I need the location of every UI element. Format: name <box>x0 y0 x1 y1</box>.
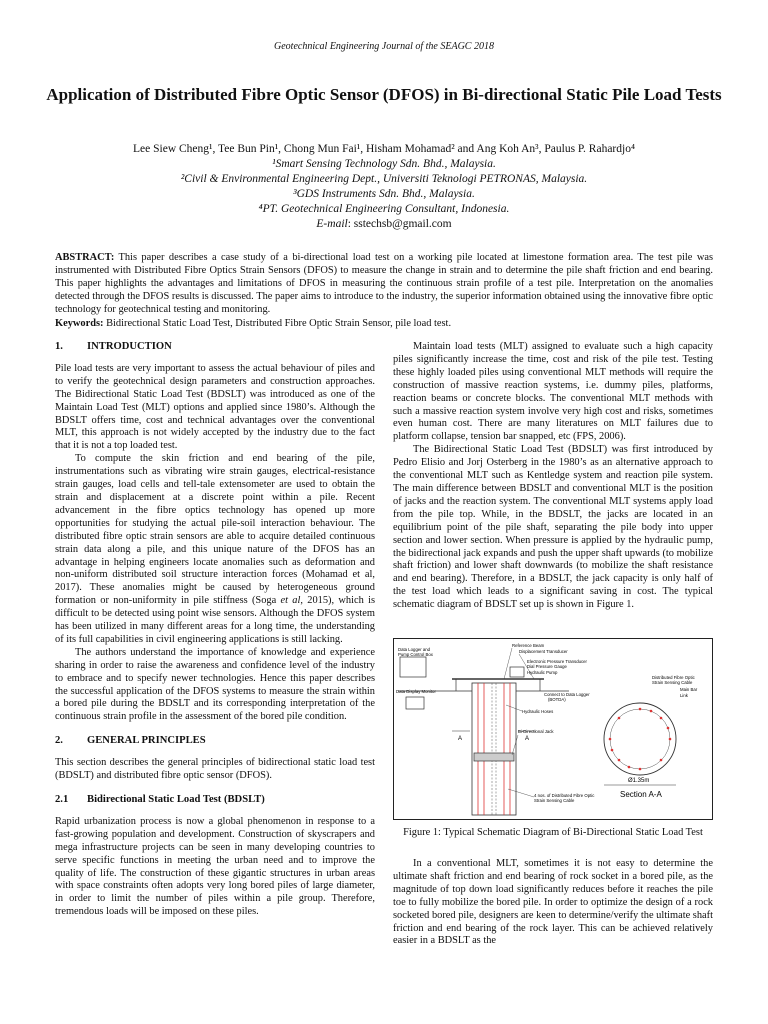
label-reference-beam: Reference Beam <box>512 643 545 648</box>
section-marker-left: A <box>458 736 463 742</box>
section-2-heading: 2. GENERAL PRINCIPLES <box>55 735 206 747</box>
right-column-bottom <box>393 858 713 948</box>
affiliation-1: ¹Smart Sensing Technology Sdn. Bhd., Malaysia. <box>272 158 496 170</box>
author-email <box>40 217 728 232</box>
author-list: Lee Siew Cheng¹, Tee Bun Pin¹, Chong Mun Fai¹, Hisham Mohamad² and Ang Koh An³, Paulus P. Rahardjo⁴ <box>133 143 635 155</box>
label-section: Section A-A <box>620 790 662 799</box>
affiliation-4: ⁴PT. Geotechnical Engineering Consultant, Indonesia. <box>258 203 510 215</box>
figure-1-caption: Figure 1: Typical Schematic Diagram of Bi-Directional Static Load Test <box>403 827 703 838</box>
label-main-bar: Main Bar <box>680 687 698 692</box>
data-logger-box <box>400 657 426 677</box>
abstract-label: ABSTRACT: <box>55 252 115 263</box>
left-column <box>55 341 375 919</box>
bi-directional-jack <box>474 753 514 761</box>
bdslt-paragraph: Rapid urbanization process is now a global phenomenon in response to a fast-growing population and development. Construction of skyscrapers and mega infrastructure projects can be seen in many developing countries to serve specific functions in meeting the urban need and to improve the quality of life. The construction of these gigantic structures in urban areas with space constraints often adopts very long bored piles of large diameter, in order to limit the number of piles within a pile group. Therefore, tremendous loads will be imposed on these piles. <box>55 815 375 918</box>
paper-title: Application of Distributed Fibre Optic Sensor (DFOS) in Bi-directional Static Pile Load Tests <box>46 85 722 104</box>
label-dfos-2: Strain Sensing Cable <box>652 680 693 685</box>
figure-1 <box>393 638 713 820</box>
label-link: Link <box>680 693 688 698</box>
intro-paragraph-1: Pile load tests are very important to assess the actual behaviour of piles and to verify the geotechnical design parameters and construction approaches. The Bidirectional Static Load Test (BDSLT) was introduced as one of the Maintain Load Test (MLT) options and applied since 1980’s. Although the BDSLT offers time, cost and technical advantages over the conventional MLT, this approach is not widely accepted by the industry due to the fact that it is not a top loaded test. <box>55 362 375 452</box>
principles-paragraph: This section describes the general principles of bidirectional static load test (BDSLT) and distributed fibre optic sensor (DFOS). <box>55 757 375 782</box>
section-marker-right: A <box>525 736 530 742</box>
journal-header: Geotechnical Engineering Journal of the SEAGC 2018 <box>274 41 494 52</box>
mlt-paragraph: Maintain load tests (MLT) assigned to evaluate such a high capacity piles significantly increase the time, cost and risk of the pile test. Testing these highly loaded piles using conventional MLT methods will require the construction of massive reaction systems, i.e. dummy piles, platforms, reaction beams or concrete blocks. The conventional MLT methods with such a massive reaction system involve very high cost and risks, sometimes even human cost. There are many literatures on MLT failures due to platform collapse, tension bar snapped, etc (FPS, 2006). <box>393 341 713 443</box>
bdslt-schematic <box>394 639 712 819</box>
hydraulic-pump <box>510 667 524 677</box>
email-address: : sstechsb@gmail.com <box>347 218 452 230</box>
affiliation-3: ³GDS Instruments Sdn. Bhd., Malaysia. <box>293 188 475 200</box>
conventional-mlt-paragraph: In a conventional MLT, sometimes it is not easy to determine the ultimate shaft friction and end bearing of rock socket in a bored pile, as the magnitude of top down load significantly reduces before it reaches the pile toe to fully mobilize the bored pile. In order to optimize the design of a rock socketed bored pile, designers are keen to determine/verify the ultimate shaft friction and end bearing of the rock layer. This can be achieved relatively easier in a BDSLT as the <box>393 858 713 947</box>
label-diameter: Ø1.35m <box>628 778 650 784</box>
intro-paragraph-2: To compute the skin friction and end bearing of the pile, instrumentations such as vibrating wire strain gauges, electrical-resistance strain gauges, load cells and tell-tale extensometer are used to obtain the strain and displacement at a discrete point within a pile. Recent advancement in the fibre optics technology has opened up more opportunities for studying the actual pile-soil interaction behaviour. The distributed fibre optic strain sensors are able to acquire detailed continuous strain data along a pile, and this unique nature of the DFOS has an advantage in helping engineers locate anomalies such as deformation and non-uniform distributed soil structure interaction forces (Mohamad et al, 2017). These anomalies might be caused by heterogeneous ground formation or non-uniformity in pile stiffness (Soga et al, 2015), which is difficult to be detected using point wise sensors. Although the DFOS system has been utilized in many different areas for a long time, the understanding of its full capabilities in civil engineering applications is still lacking. <box>55 453 375 645</box>
label-dial-gauge: Dial Pressure Gauge <box>527 664 567 669</box>
affiliation-2: ²Civil & Environmental Engineering Dept., Universiti Teknologi PETRONAS, Malaysia. <box>180 173 588 185</box>
label-data-logger: Data Logger and <box>398 647 431 652</box>
author-block <box>40 142 728 232</box>
label-dfos-1: Distributed Fibre Optic <box>652 675 695 680</box>
label-hydraulic-pump: Hydraulic Pump <box>527 670 558 675</box>
section-2-1-heading: 2.1 Bidirectional Static Load Test (BDSLT) <box>55 794 265 805</box>
label-cable-2: Strain Sensing Cable <box>534 798 575 803</box>
abstract <box>55 252 713 317</box>
pile-shaft <box>472 683 516 815</box>
bdslt-history-paragraph: The Bidirectional Static Load Test (BDSLT) was first introduced by Pedro Elisio and Jorj Osterberg in the 1980’s as an alternative approach to the conventional MLT such as Kentledge system and reaction pile system. The main difference between BDSLT and conventional MLT is the position of jacks and the reaction system. The conventional MLT systems apply load from the pile top. While, in the BDSLT, the jacks are located in an equilibrium point of the pile shaft, separating the pile body into upper section and lower section. When pressure is applied by the hydraulic pump, the bidirectional jack expands and push the upper shaft upwards (to mobilize shaft friction) and lower shaft downwards (to mobilize the shaft resistance and end bearing). Therefore, in a BDSLT, the jack capacity is only half of the test load which leads to a significant saving in cost. The typical schematic diagram of BDSLT set up is shown in Figure 1. <box>393 444 713 611</box>
label-displacement-transducer: Displacement Transducer <box>519 649 568 654</box>
email-label: E-mail <box>316 218 348 230</box>
label-hydraulic-hoses: Hydraulic Hoses <box>522 709 554 714</box>
right-column-top <box>393 341 713 612</box>
label-jack: Bi-Directional Jack <box>518 729 554 734</box>
data-display-monitor <box>406 697 424 709</box>
section-1-heading: 1. INTRODUCTION <box>55 341 172 352</box>
label-pressure-transducer: Electronic Pressure Transducer <box>527 659 587 664</box>
label-botda: (BOTDA) <box>548 697 566 702</box>
abstract-text: This paper describes a case study of a bi-directional load test on a working pile located at limestone formation area. The test pile was instrumented with Distributed Fibre Optics Strain Sensors (DFOS) to measure the change in strain and to determine the pile shaft friction and end bearing. This paper highlights the advantages and limitations of DFOS in measuring the continuous strain profile of a test pile. Interpretation on the anomalies detected through the DFOS results is discussed. The paper aims to introduce to the industry, the superior information obtained using the innovative fibre optic technology for geotechnical testing and monitoring. <box>55 252 713 315</box>
intro-paragraph-3: The authors understand the importance of knowledge and experience sharing in order to raise the awareness and confidence level of the industry to embrace and to specify newer technologies. Hence this paper describes the successful application of the DFOS systems to measure the strain within a bored pile during the BDSLT and its corresponding interpretation of the continuous strain profile in the assessment of the bored pile condition. <box>55 646 375 723</box>
section-circle <box>604 703 676 775</box>
label-connect: Connect to Data Logger <box>544 692 590 697</box>
keywords-label: Keywords: <box>55 318 104 329</box>
label-pump-control: Pump Control Box <box>398 652 433 657</box>
label-data-monitor: Data Display Monitor <box>396 689 436 694</box>
keywords <box>55 318 713 329</box>
keywords-text: Bidirectional Static Load Test, Distributed Fibre Optic Strain Sensor, pile load test. <box>103 318 452 329</box>
label-cable-1: 4 nos. of Distributed Fibre Optic <box>534 793 595 798</box>
